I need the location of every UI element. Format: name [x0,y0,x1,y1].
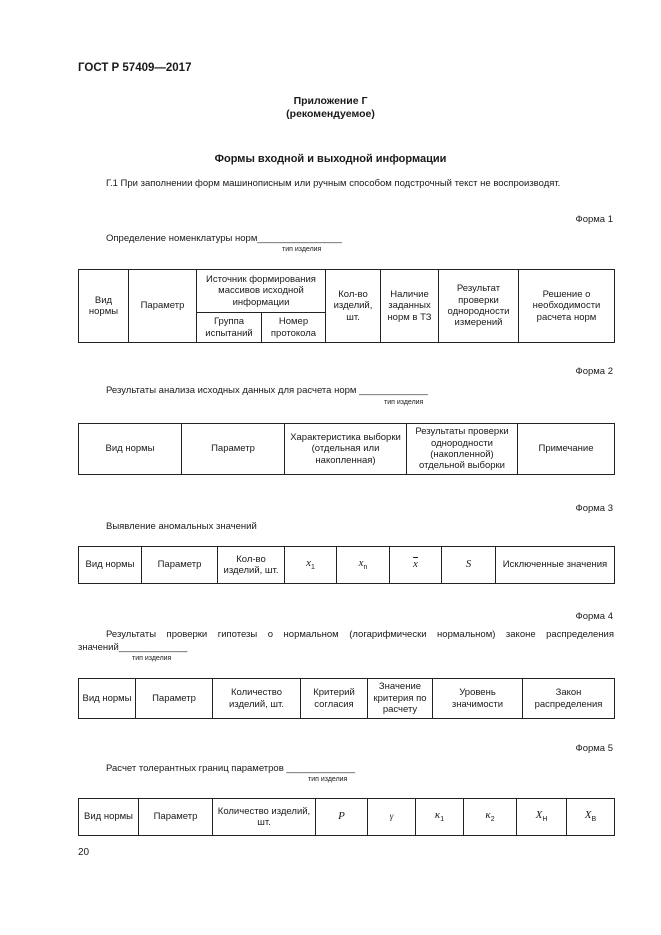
form5-caption-sub: тип изделия [308,776,348,783]
form4-col-law: Закон распределения [523,679,615,719]
form3-col-x1 [285,547,337,584]
form4-table [78,678,615,719]
form2-col-homogeneity: Результаты проверки однородности (накопленной) отдельной выборки [407,424,518,475]
form1-subcol-protocol: Номер протокола [262,313,326,343]
form3-col-xmean [390,547,442,584]
p-symbol: P [338,810,345,823]
form1-col-count: Кол-во изделий, шт. [326,270,381,343]
form2-col-kind: Вид нормы [79,424,182,475]
intro-paragraph: Г.1 При заполнении форм машинописным или ручным способом подстрочный текст не воспроизводят. [106,178,561,189]
form2-caption: Результаты анализа исходных данных для расчета норм _____________ [106,385,428,396]
form5-table [78,798,615,836]
form2-label: Форма 2 [575,366,613,377]
kappa-symbol: κ [485,809,491,822]
form3-caption: Выявление аномальных значений [106,521,257,532]
form5-col-param: Параметр [139,799,213,836]
form5-col-k2 [464,799,517,836]
form1-caption-sub: тип изделия [282,246,322,253]
form4-col-count: Количество изделий, шт. [213,679,301,719]
form4-col-kind: Вид нормы [79,679,136,719]
page-number: 20 [78,847,90,858]
form1-col-kind: Вид нормы [79,270,129,343]
form5-col-k1 [416,799,464,836]
form3-col-count: Кол-во изделий, шт. [218,547,285,584]
form3-col-kind: Вид нормы [79,547,142,584]
form5-label: Форма 5 [575,743,613,754]
form3-col-param: Параметр [142,547,218,584]
x-symbol: x [306,557,311,570]
x-symbol: X [584,809,592,822]
form5-caption: Расчет толерантных границ параметров _____________ [106,763,356,774]
form4-caption-sub: тип изделия [132,655,172,662]
form3-col-s [442,547,496,584]
subscript-b: B [591,816,597,824]
form4-col-significance: Уровень значимости [433,679,523,719]
form1-label: Форма 1 [575,214,613,225]
form5-col-xb [567,799,615,836]
x-symbol: X [535,809,543,822]
form2-col-sample: Характеристика выборки (отдельная или накопленная) [285,424,407,475]
form3-col-excluded: Исключенные значения [496,547,615,584]
document-id: ГОСТ Р 57409—2017 [78,62,192,74]
form1-table [78,269,615,343]
form1-col-homogeneity: Результат проверки однородности измерений [439,270,519,343]
form3-label: Форма 3 [575,503,613,514]
gamma-symbol: γ [389,811,394,822]
subscript-n: n [363,564,368,572]
form1-col-tz: Наличие заданных норм в ТЗ [381,270,439,343]
form2-caption-sub: тип изделия [384,399,424,406]
form5-col-xh [517,799,567,836]
form5-col-kind: Вид нормы [79,799,139,836]
form4-caption-line1: Результаты проверки гипотезы о нормальном (логарифмически нормальном) законе распределения [106,629,614,640]
form3-table [78,546,615,584]
form5-col-p [316,799,368,836]
form1-caption: Определение номенклатуры норм________________ [106,233,342,244]
form2-table [78,423,615,475]
form1-col-decision: Решение о необходимости расчета норм [519,270,615,343]
form5-col-gamma [368,799,416,836]
form1-subcol-group: Группа испытаний [197,313,262,343]
section-title: Формы входной и выходной информации [214,153,447,165]
form4-label: Форма 4 [575,611,613,622]
form4-col-value: Значение критерия по расчету [368,679,433,719]
form1-col-param: Параметр [129,270,197,343]
appendix-title: Приложение Г [293,95,368,107]
x-symbol: x [358,557,364,570]
subscript-1: 1 [440,816,445,824]
subscript-1: 1 [310,564,315,572]
form4-col-criterion: Критерий согласия [301,679,368,719]
kappa-symbol: κ [434,809,441,822]
form4-col-param: Параметр [136,679,213,719]
form3-col-xn [337,547,390,584]
form4-caption-line2: значений_____________ [78,642,188,653]
form5-col-count: Количество изделий, шт. [213,799,316,836]
form1-col-source: Источник формирования массивов исходной информации [197,270,326,313]
form2-col-note: Примечание [518,424,615,475]
appendix-subtitle: (рекомендуемое) [286,108,375,120]
s-symbol: S [465,558,472,571]
subscript-h: H [542,816,548,824]
form2-col-param: Параметр [182,424,285,475]
subscript-2: 2 [490,816,495,824]
x-mean-symbol: $\overline{x}$ [413,558,418,571]
